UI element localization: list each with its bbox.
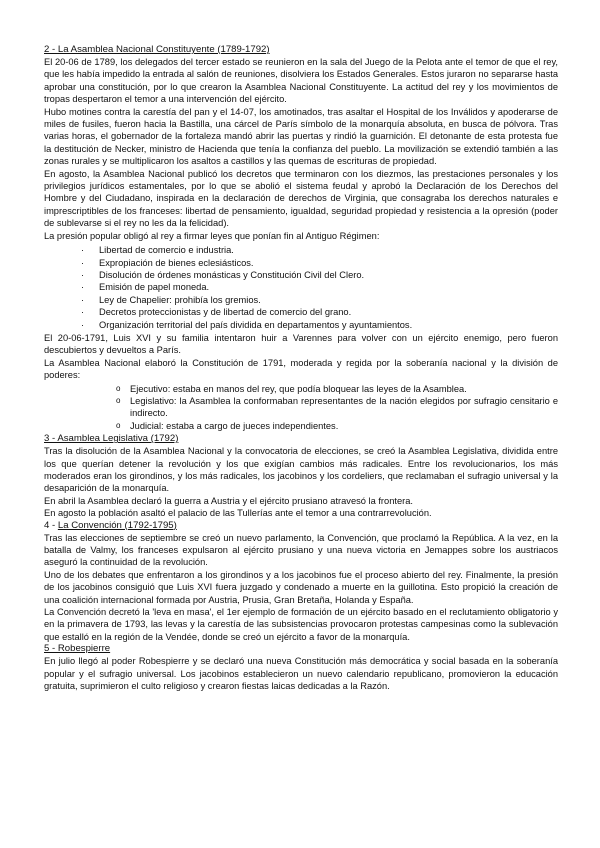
section-5-heading: 5 - Robespierre — [44, 643, 111, 655]
section-2-heading: 2 - La Asamblea Nacional Constituyente (1789-1792) — [44, 44, 270, 55]
bullet-dot: · — [81, 294, 85, 305]
section-3-paragraph-3: En agosto la población asaltó el palacio de las Tullerías ante el temor a una contrarrevolución. — [44, 508, 432, 519]
list-item: · Disolución de órdenes monásticas y Constitución Civil del Clero. — [81, 269, 365, 280]
section-2-paragraph-5: El 20-06-1791, Luis XVI y su familia intentaron huir a Varennes para volver con un ejército enemigo, pero fueron descubiertos y devueltos a París. — [44, 332, 558, 356]
section-3-heading: 3 - Asamblea Legislativa (1792) — [44, 433, 179, 445]
section-4-paragraph-3: La Convención decretó la 'leva en masa', el 1er ejemplo de formación de un ejército basado en el reclutamiento obligatorio y en la primavera de 1793, las levas y la carestía de las subsistencias provocaron protestas campesinas como la sublevación que estalló en la región de la Vendée, donde se creó un ejército a favor de la monarquía. — [44, 607, 558, 642]
list-item: o Legislativo: la Asamblea la conformaban representantes de la nación elegidos por sufragio censitario e indirecto. — [116, 395, 558, 419]
list-item: · Organización territorial del país dividida en departamentos y ayuntamientos. — [81, 319, 413, 330]
section-4-heading — [44, 520, 558, 532]
section-2-paragraph-6: La Asamblea Nacional elaboró la Constitución de 1791, moderada y regida por la soberanía nacional y la división de poderes: — [44, 357, 558, 381]
powers-list — [44, 383, 558, 433]
bullet-dot: · — [81, 319, 85, 330]
bullet-dot: · — [81, 257, 85, 268]
section-2-paragraph-2: Hubo motines contra la carestía del pan y el 14-07, los amotinados, tras asaltar el Hospital de los Inválidos y apoderarse de miles de fusiles, fueron hacia la Bastilla, una cárcel de París símbolo de la monarquía absoluta, en busca de pólvora. Tras varias horas, el gobernador de la fortaleza mandó abrir las puertas y rindió la guarnición. El detonante de esta protesta fue la destitución de Necker, ministro de Hacienda que tenía la confianza del pueblo. La movilización se extendió también a las zonas rurales y se multiplicaron los asaltos a castillos y las quemas de escrituras de propiedad. — [44, 106, 558, 167]
bullet-circle: o — [116, 420, 121, 430]
list-item: o Ejecutivo: estaba en manos del rey, que podía bloquear las leyes de la Asamblea. — [116, 383, 467, 394]
bullet-circle: o — [116, 395, 121, 405]
section-2-paragraph-3: En agosto, la Asamblea Nacional publicó los decretos que terminaron con los diezmos, las prestaciones personales y los privilegios jurídicos estamentales, por lo que se abolió el sistema feudal y aprobó la Declaración de los Derechos del Hombre y del Ciudadano, inspirada en la declaración de derechos de Virginia, que consagraba los derechos naturales e imprescriptibles de los franceses: libertad de pensamiento, igualdad, seguridad propiedad y resistencia a la opresión (poder de sublevarse si el rey no les da la felicidad). — [44, 168, 558, 229]
laws-list — [44, 244, 558, 331]
bullet-circle: o — [116, 383, 121, 393]
section-2-paragraph-4: La presión popular obligó al rey a firmar leyes que ponían fin al Antiguo Régimen: — [44, 230, 380, 241]
bullet-dot: · — [81, 282, 85, 293]
list-item: · Emisión de papel moneda. — [81, 282, 210, 293]
section-4-title: La Convención (1792-1795) — [57, 519, 177, 531]
bullet-dot: · — [81, 269, 85, 280]
list-item: o Judicial: estaba a cargo de jueces independientes. — [116, 420, 339, 431]
list-item: · Libertad de comercio e industria. — [81, 245, 234, 256]
list-item: · Ley de Chapelier: prohibía los gremios. — [81, 294, 261, 305]
bullet-dot: · — [81, 307, 85, 318]
section-4-paragraph-1: Tras las elecciones de septiembre se creó un nuevo parlamento, la Convención, que proclamó la República. A la vez, en la batalla de Valmy, los franceses expulsaron al ejército prusiano y una nueva victoria en Jemappes sobre los austriacos aseguró la continuidad de la revolución. — [44, 532, 558, 568]
section-4-paragraph-2: Uno de los debates que enfrentaron a los girondinos y a los jacobinos fue el proceso abierto del rey. Finalmente, la presión de los jacobinos consiguió que Luis XVI fuera juzgado y condenado a muerte en la guillotina. Esto propició la creación de una coalición internacional formada por Austria, Prusia, Gran Bretaña, Holanda y España. — [44, 569, 558, 605]
section-4-number: 4 - — [44, 519, 58, 531]
section-2-paragraph-1: El 20-06 de 1789, los delegados del tercer estado se reunieron en la sala del Juego de la Pelota ante el temor de que el rey, que les había impedido la entrada al salón de reuniones, disolviera los Estados Generales. Estos juraron no separarse hasta aprobar una constitución, por lo que crearon la Asamblea Nacional Constituyente. La actitud del rey y los movimientos de tropas despertaron el temor a una intervención del ejército. — [44, 57, 558, 105]
bullet-dot: · — [81, 245, 85, 256]
section-3-paragraph-2: En abril la Asamblea declaró la guerra a Austria y el ejército prusiano atravesó la frontera. — [44, 495, 413, 506]
list-item: · Expropiación de bienes eclesiásticos. — [81, 257, 254, 268]
list-item: · Decretos proteccionistas y de libertad de comercio del grano. — [81, 307, 352, 318]
section-3-paragraph-1: Tras la disolución de la Asamblea Nacional y la convocatoria de elecciones, se creó la Asamblea Legislativa, dividida entre los que querían detener la revolución y los que exigían cambios más radicales. Entre los revolucionarios, los más moderados eran los girondinos, y los más radicales, los jacobinos y los cordeliers, que reclamaban el sufragio universal y la desaparición de la monarquía. — [44, 446, 558, 494]
document-page — [44, 44, 558, 693]
section-5-paragraph-1: En julio llegó al poder Robespierre y se declaró una nueva Constitución más democrática y social basada en la soberanía popular y el sufragio universal. Los jacobinos establecieron un nuevo calendario republicano, promovieron la educación gratuita, suprimieron el culto religioso y crearon fiestas laicas dedicadas a la Razón. — [44, 656, 558, 692]
